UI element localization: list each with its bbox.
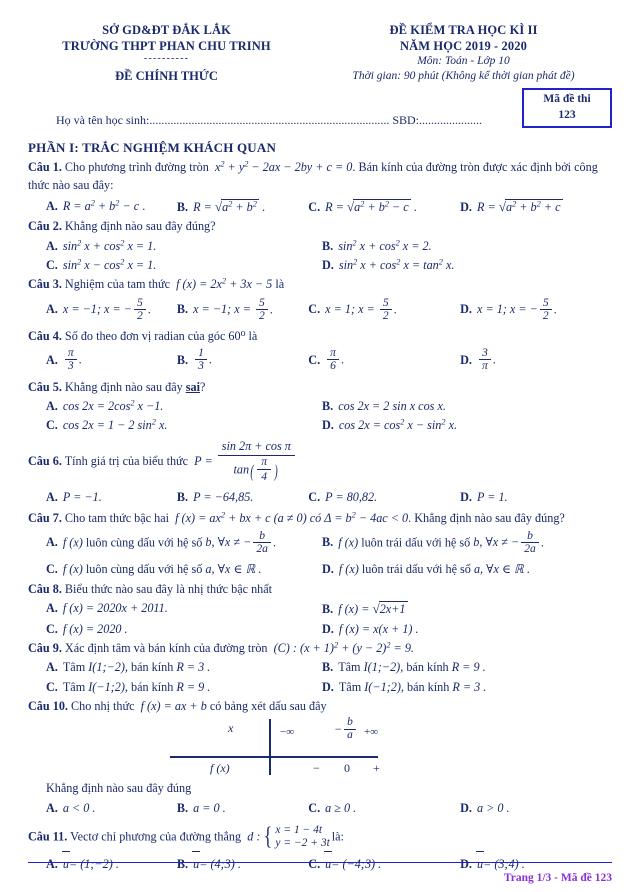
sign-table-root: − $\frac{b}{a}$: [334, 718, 358, 743]
option-2-A[interactable]: [28, 237, 320, 255]
option-letter: C.: [308, 801, 321, 816]
option-6-C[interactable]: [308, 488, 460, 506]
sign-table-zero: 0: [344, 761, 350, 776]
question-3-options: [28, 295, 612, 323]
option-9-C-center: I(−1;2),: [88, 679, 128, 694]
brace-glyph: {: [264, 823, 273, 851]
option-8-B[interactable]: [320, 599, 612, 619]
question-2-options-row1: [28, 237, 612, 255]
option-7-D-text: luôn trái dấu với hệ số: [361, 562, 471, 577]
option-5-D[interactable]: [320, 416, 612, 434]
option-letter: D.: [460, 199, 472, 214]
option-3-B-text: x = −1; x = $\frac{5}{2}$: [193, 302, 270, 316]
option-letter: B.: [176, 352, 189, 367]
question-11-stem-prefix: Vectơ chỉ phương của đường thẳng: [70, 829, 242, 844]
option-letter: B.: [176, 856, 189, 871]
exam-code-value: 123: [558, 108, 576, 121]
center-label: Tâm: [338, 679, 362, 694]
option-9-D-center: I(−1;2),: [364, 679, 404, 694]
sign-table-x-label: x: [228, 721, 234, 736]
option-letter: A.: [46, 198, 58, 213]
option-8-A-text: f (x) = 2020x + 2011.: [62, 600, 168, 615]
option-1-C[interactable]: C. $R = √a^2 + b^2 - c$ .: [308, 198, 417, 214]
option-2-D[interactable]: [320, 256, 612, 274]
question-9-stem: Xác định tâm và bán kính của đường tròn: [64, 640, 268, 655]
option-letter: A.: [46, 535, 58, 550]
question-5-options-row2: [28, 416, 612, 434]
option-9-A-radius: R = 3 .: [176, 660, 211, 675]
option-7-B-text: luôn trái dấu với hệ số: [361, 535, 471, 550]
question-7-stem-suffix: . Khẳng định nào sau đây đúng?: [408, 510, 565, 525]
option-letter: C.: [46, 679, 58, 694]
option-11-C[interactable]: [308, 855, 460, 873]
option-7-A[interactable]: A. f (x) luôn cùng dấu với hệ số b, ∀x ≠ − $\frac{b}{2a}$ .: [46, 529, 276, 556]
school-header-block: [18, 22, 315, 84]
dash-separator: ----------: [143, 53, 190, 64]
question-4-stem: Số đo theo đơn vị radian của góc 60⁰ là: [64, 328, 258, 343]
center-label: Tâm: [62, 679, 86, 694]
question-10-formula: f (x) = ax + b: [137, 698, 210, 713]
question-7-formula: f $(x) = ax^2$ + bx + c (a ≠ 0) có $\Delta = b^2 - 4ac < 0$: [172, 510, 409, 525]
option-letter: D.: [460, 490, 472, 505]
option-letter: A.: [46, 856, 58, 871]
question-9-options-row1: [28, 658, 612, 676]
option-8-D[interactable]: [320, 620, 612, 638]
option-2-B-text: $\sin^2 x + \cos^2 x = 2$.: [338, 238, 432, 253]
question-7-options-row1: [28, 531, 612, 556]
option-letter: A.: [46, 660, 58, 675]
question-8: [28, 580, 612, 638]
question-3-stem-suffix: là: [275, 277, 285, 292]
option-4-D-text: $\frac{3}{\pi}$: [477, 353, 493, 367]
option-letter: A.: [46, 302, 58, 316]
question-4: [28, 327, 612, 374]
option-4-D[interactable]: D. $\frac{3}{\pi}$ .: [460, 346, 496, 373]
question-9: [28, 639, 612, 696]
option-11-B[interactable]: [177, 855, 308, 873]
option-3-D[interactable]: D. x = 1; x = − $\frac{5}{2}$ .: [460, 295, 557, 322]
option-letter: C.: [46, 621, 58, 636]
radius-label: bán kính: [407, 679, 450, 694]
option-8-B-text: f (x) = √2x+1: [338, 600, 406, 616]
option-letter: D.: [322, 257, 334, 272]
option-4-C[interactable]: C. $\frac{\pi}{6}$ .: [308, 346, 345, 373]
option-5-D-text: $\cos 2x = \cos^2 x - \sin^2 x$.: [338, 417, 458, 433]
option-6-D[interactable]: [460, 488, 612, 506]
option-11-D[interactable]: [460, 855, 612, 873]
sign-table-sign-left: −: [313, 761, 320, 776]
radius-label: bán kính: [406, 660, 449, 675]
question-2: [28, 217, 612, 274]
option-10-D[interactable]: [460, 799, 612, 817]
option-7-D[interactable]: D. f (x) luôn trái dấu với hệ số a, ∀x ∈ ℝ .: [322, 562, 530, 577]
option-1-B[interactable]: B. $R = √a^2 + b^2$ .: [176, 198, 265, 214]
question-5-options-row1: [28, 397, 612, 415]
official-exam-label: ĐỀ CHÍNH THỨC: [115, 69, 218, 83]
vector-u-symbol: u: [63, 855, 69, 873]
option-letter: C.: [46, 257, 58, 272]
exam-title: ĐỀ KIỂM TRA HỌC KÌ II: [389, 23, 538, 37]
question-5-stem-b: ?: [200, 379, 206, 394]
exam-header-block: [315, 22, 612, 84]
sign-table: [28, 717, 612, 779]
question-10-label: Câu 10.: [28, 698, 68, 713]
radius-label: bán kính: [131, 679, 174, 694]
root-numerator: b: [344, 717, 356, 730]
question-11-stem-suffix: là:: [331, 829, 344, 844]
option-8-C[interactable]: [28, 620, 320, 638]
subject-line: Môn: Toán - Lớp 10: [417, 55, 510, 67]
question-3-formula: f $(x) = 2x^2 + 3x - 5$: [173, 276, 276, 292]
option-6-A-text: P = −1.: [62, 490, 102, 505]
system-row-2: y = −2 + 3t: [275, 837, 330, 850]
question-9-options-row2: [28, 678, 612, 696]
option-10-D-text: a > 0 .: [476, 801, 510, 816]
question-8-stem: Biểu thức nào sau đây là nhị thức bậc nhất: [64, 581, 273, 596]
option-letter: D.: [460, 856, 472, 871]
option-letter: D.: [322, 679, 334, 694]
option-6-C-text: P = 80,82.: [325, 490, 378, 505]
option-4-B[interactable]: B. $\frac{1}{3}$ .: [176, 346, 212, 373]
option-letter: D.: [460, 352, 472, 367]
question-10-options: [28, 799, 612, 817]
option-10-B-text: a = 0 .: [193, 801, 226, 816]
question-5-stem-a: Khẳng định nào sau đây: [64, 379, 186, 394]
question-3-label: Câu 3.: [28, 277, 62, 292]
question-7-options-row2: [28, 560, 612, 578]
option-1-A-text: $R = a^2 + b^2 - c$: [62, 198, 140, 213]
option-5-B-text: cos 2x = 2 sin x cos x.: [338, 398, 446, 413]
radius-label: bán kính: [131, 660, 174, 675]
option-3-C-text: x = 1; x = $\frac{5}{2}$: [325, 302, 393, 316]
question-8-options-row2: [28, 620, 612, 638]
question-1: [28, 158, 612, 216]
option-3-A-text: x = −1; x = − $\frac{5}{2}$: [63, 302, 148, 316]
option-9-C-radius: R = 9 .: [176, 679, 211, 694]
question-6-formula: P = sin 2π + cos π tan( $\frac{\pi}{4}$ ): [191, 440, 297, 484]
option-5-C[interactable]: [28, 416, 320, 434]
option-3-B[interactable]: B. x = −1; x = $\frac{5}{2}$ .: [176, 295, 273, 322]
sign-table-fx-label: f (x): [210, 761, 230, 776]
root-denominator: a: [347, 729, 353, 742]
option-letter: C.: [308, 856, 321, 871]
question-1-options: [28, 197, 612, 217]
question-7-label: Câu 7.: [28, 510, 62, 525]
footer-rule: [28, 862, 612, 863]
option-letter: C.: [308, 302, 321, 316]
option-9-B-center: I(1;−2),: [363, 660, 404, 675]
question-10-stem-suffix: có bảng xét dấu sau đây: [209, 698, 327, 713]
exam-content: [28, 140, 612, 873]
option-6-D-text: P = 1.: [476, 490, 508, 505]
sign-table-pos-infinity: +∞: [364, 726, 379, 739]
option-10-B[interactable]: [177, 799, 308, 817]
option-11-C-text: = (−4;3) .: [331, 856, 382, 871]
option-2-C-text: $\sin^2 x - \cos^2 x = 1$.: [62, 257, 157, 272]
question-2-label: Câu 2.: [28, 219, 62, 234]
option-11-A-text: = (1;−2) .: [68, 856, 119, 871]
part-title: PHẦN I: TRẮC NGHIỆM KHÁCH QUAN: [28, 140, 277, 155]
question-6-label: Câu 6.: [28, 454, 62, 469]
option-letter: B.: [322, 601, 334, 616]
option-2-A-text: $\sin^2 x + \cos^2 x = 1$.: [62, 238, 157, 253]
option-9-A[interactable]: [28, 658, 320, 676]
question-1-formula: $x^2 + y^2 - 2ax - 2by + c = 0$: [211, 159, 353, 174]
question-6-options: [28, 488, 612, 506]
question-8-label: Câu 8.: [28, 581, 62, 596]
sign-table-sign-right: +: [373, 761, 380, 776]
option-letter: A.: [46, 238, 58, 253]
option-5-A-text: $\cos 2x = 2\cos^2$ x −1.: [62, 398, 164, 413]
option-letter: A.: [46, 398, 58, 413]
option-11-A[interactable]: [28, 855, 177, 873]
option-9-C[interactable]: [28, 678, 320, 696]
option-10-C[interactable]: [308, 799, 460, 817]
option-7-A-text: luôn cùng dấu với hệ số: [85, 535, 203, 550]
page-footer: Trang 1/3 - Mã đề 123: [503, 872, 612, 884]
option-letter: B.: [176, 801, 189, 816]
question-6-stem: Tính giá trị của biểu thức: [64, 454, 189, 469]
question-5: [28, 378, 612, 435]
option-letter: C.: [46, 562, 58, 577]
option-8-D-text: f (x) = x(x + 1) .: [338, 621, 419, 636]
option-3-A[interactable]: A. x = −1; x = − $\frac{5}{2}$ .: [46, 295, 151, 322]
option-11-B-text: = (4;3) .: [199, 856, 241, 871]
question-1-stem-prefix: Cho phương trình đường tròn: [64, 160, 209, 174]
question-11-label: Câu 11.: [28, 829, 68, 844]
option-5-A[interactable]: [28, 397, 320, 415]
option-letter: B.: [176, 199, 189, 214]
option-9-B-radius: R = 9 .: [451, 660, 486, 675]
question-9-formula: (C) : $(x + 1)^2 + (y - 2)^2 = 9$.: [270, 640, 414, 655]
option-6-B-text: P = −64,85.: [193, 490, 254, 505]
question-5-emphasis: sai: [185, 379, 200, 394]
document-header: [0, 0, 630, 84]
question-1-label: Câu 1.: [28, 160, 62, 174]
question-5-label: Câu 5.: [28, 379, 62, 394]
question-1-stem-suffix: . Bán kính của đường tròn được xác định bởi công thức nào sau đây:: [28, 160, 598, 193]
vector-u-symbol: u: [193, 855, 199, 873]
vector-u-symbol: u: [325, 855, 331, 873]
exam-code-label: Mã đề thi: [543, 93, 591, 105]
question-11-options: [28, 855, 612, 873]
question-10-stem-prefix: Cho nhị thức: [71, 698, 135, 713]
question-8-options-row1: [28, 599, 612, 619]
question-3-stem-prefix: Nghiệm của tam thức: [64, 277, 171, 292]
option-10-C-text: a ≥ 0 .: [325, 801, 357, 816]
option-8-A[interactable]: [28, 599, 320, 619]
question-3: [28, 275, 612, 323]
option-7-C[interactable]: C. f (x) luôn cùng dấu với hệ số a, ∀x ∈ ℝ .: [46, 562, 262, 577]
school-year: NĂM HỌC 2019 - 2020: [400, 39, 527, 53]
question-10-subquestion: Khẳng định nào sau đây đúng: [46, 781, 192, 796]
question-7: [28, 509, 612, 579]
vector-u-symbol: u: [477, 855, 483, 873]
option-letter: C.: [308, 490, 321, 505]
option-letter: D.: [322, 418, 334, 433]
option-1-C-text: $R = √a^2 + b^2 - c$: [325, 198, 409, 214]
option-letter: B.: [322, 535, 334, 550]
option-9-A-center: I(1;−2),: [88, 660, 128, 675]
question-11-line-var: d :: [244, 829, 261, 844]
option-letter: A.: [46, 801, 58, 816]
option-2-B[interactable]: [320, 237, 612, 255]
option-4-A[interactable]: A. $\frac{\pi}{3}$ .: [46, 346, 82, 373]
question-10: [28, 697, 612, 818]
option-letter: D.: [322, 621, 334, 636]
option-4-A-text: $\frac{\pi}{3}$: [63, 353, 79, 367]
option-10-A-text: a < 0 .: [62, 801, 96, 816]
option-letter: A.: [46, 490, 58, 505]
question-11: [28, 824, 612, 873]
sign-table-neg-infinity: −∞: [280, 726, 295, 739]
question-4-label: Câu 4.: [28, 328, 62, 343]
option-letter: C.: [46, 418, 58, 433]
department-name: SỞ GD&ĐT ĐẮK LẮK: [102, 23, 231, 37]
option-letter: B.: [176, 302, 189, 316]
option-9-B[interactable]: [320, 658, 612, 676]
option-5-B[interactable]: [320, 397, 612, 415]
question-6: [28, 440, 612, 506]
question-7-stem-prefix: Cho tam thức bậc hai: [64, 510, 169, 525]
exam-code-box: [522, 88, 612, 128]
option-letter: B.: [322, 660, 334, 675]
option-7-C-text: luôn cùng dấu với hệ số: [85, 562, 203, 577]
option-1-B-text: $R = √a^2 + b^2$: [193, 198, 257, 214]
option-4-C-text: $\frac{\pi}{6}$: [325, 353, 341, 367]
question-2-options-row2: [28, 256, 612, 274]
option-letter: D.: [322, 562, 334, 577]
center-label: Tâm: [338, 660, 361, 675]
option-letter: B.: [322, 398, 334, 413]
option-6-B[interactable]: [177, 488, 308, 506]
option-11-D-text: = (3;4) .: [483, 856, 525, 871]
student-info-line: Họ và tên học sinh:................................................................................ SBD:.....................: [56, 113, 482, 127]
system-row-1: x = 1 − 4t: [275, 823, 323, 836]
option-9-D[interactable]: [320, 678, 612, 696]
option-8-C-text: f (x) = 2020 .: [62, 621, 128, 636]
option-1-A[interactable]: A. $R = a^2 + b^2 - c$ .: [46, 198, 146, 213]
option-3-D-text: x = 1; x = − $\frac{5}{2}$: [477, 302, 554, 316]
center-label: Tâm: [62, 660, 86, 675]
option-letter: C.: [308, 352, 321, 367]
option-7-B[interactable]: B. f (x) luôn trái dấu với hệ số b, ∀x ≠ − $\frac{b}{2a}$ .: [322, 529, 544, 556]
option-letter: B.: [176, 490, 189, 505]
option-letter: A.: [46, 600, 58, 615]
duration-line: Thời gian: 90 phút (Không kể thời gian phát đề): [352, 69, 575, 82]
option-1-D[interactable]: [460, 197, 612, 217]
option-2-C[interactable]: [28, 256, 320, 274]
sign-table-vertical-rule: [269, 719, 271, 775]
question-9-label: Câu 9.: [28, 640, 62, 655]
option-letter: B.: [322, 238, 334, 253]
option-2-D-text: $\sin^2 x + \cos^2 x = \tan^2 x$.: [338, 257, 455, 272]
option-4-B-text: $\frac{1}{3}$: [193, 353, 209, 367]
option-letter: C.: [308, 199, 321, 214]
option-10-A[interactable]: [28, 799, 177, 817]
option-5-C-text: cos 2x = 1 − 2 $\sin^2 x$.: [62, 417, 168, 433]
option-letter: D.: [460, 302, 472, 316]
option-9-D-radius: R = 3 .: [452, 679, 487, 694]
question-11-system: [262, 824, 329, 851]
option-letter: A.: [46, 352, 58, 367]
option-6-A[interactable]: [28, 488, 177, 506]
school-name: TRƯỜNG THPT PHAN CHU TRINH: [62, 39, 271, 53]
question-2-stem: Khẳng định nào sau đây đúng?: [64, 219, 216, 234]
sign-table-horizontal-rule: [170, 756, 378, 757]
option-letter: D.: [460, 801, 472, 816]
option-1-D-text: $R = √a^2 + b^2 + c$: [476, 198, 561, 214]
option-3-C[interactable]: C. x = 1; x = $\frac{5}{2}$ .: [308, 295, 397, 322]
question-4-options: [28, 348, 612, 373]
